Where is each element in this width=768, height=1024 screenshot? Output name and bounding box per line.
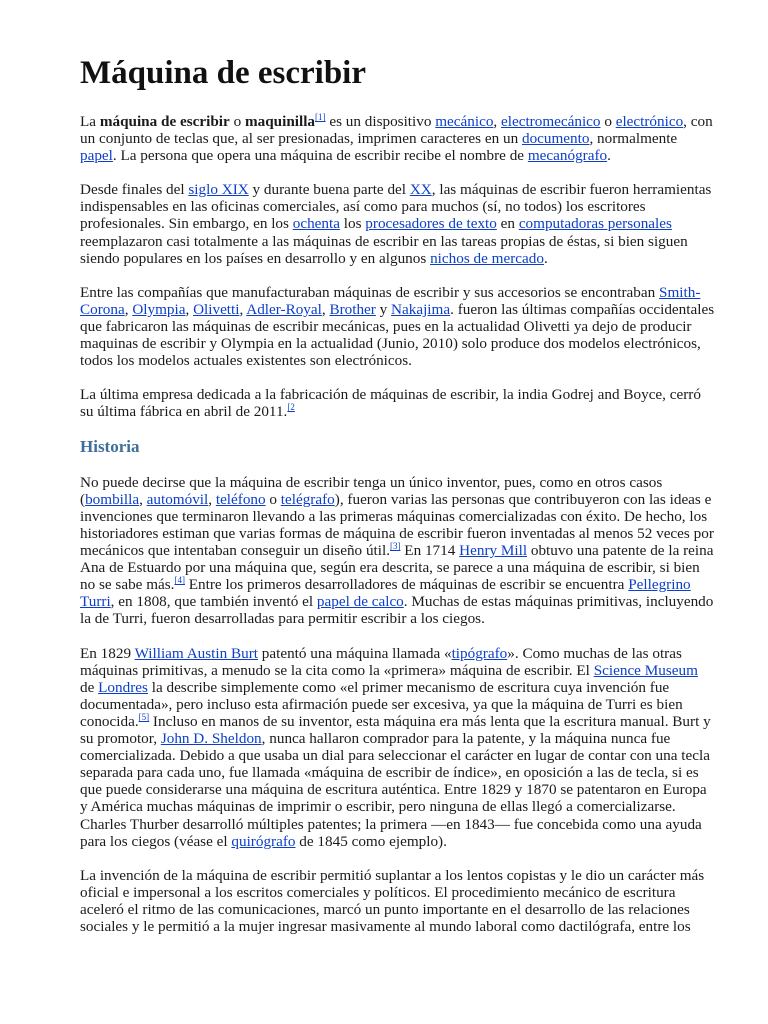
link-londres[interactable]: Londres xyxy=(98,678,148,696)
paragraph-invencion: La invención de la máquina de escribir permitió suplantar a los lentos copistas y le dio un carácter más oficial e impersonal a los escritos comerciales y políticos. El procedimiento mecánico de escritura aceleró el ritmo de las comunicaciones, marcó un punto importante en el desarrollo de las relaciones sociales y le permitió a la mujer ingresar masivamente al mundo laboral como dactilógrafa, entre los xyxy=(80,866,705,935)
link-electromecanico[interactable]: electromecánico xyxy=(501,112,601,130)
link-adler-royal[interactable]: Adler-Royal xyxy=(246,300,322,318)
section-heading-historia: Historia xyxy=(80,437,140,457)
link-pellegrino-turri[interactable]: Pellegrino Turri xyxy=(80,576,691,611)
link-computadoras-personales[interactable]: computadoras personales xyxy=(518,215,672,233)
link-olympia[interactable]: Olympia xyxy=(132,300,186,318)
intro-paragraph: La máquina de escribir o maquinilla[1] es un dispositivo mecánico, electromecánico o electrónico, con un conjunto de teclas que, al ser presionadas, imprimen caracteres en un documento, normalmente papel. La persona que opera una máquina de escribir recibe el nombre de mecanógrafo. xyxy=(80,111,713,165)
link-john-d-sheldon[interactable]: John D. Sheldon xyxy=(160,730,262,748)
link-henry-mill[interactable]: Henry Mill xyxy=(459,542,528,560)
link-william-austin-burt[interactable]: William Austin Burt xyxy=(134,644,258,662)
link-science-museum[interactable]: Science Museum xyxy=(593,661,698,679)
link-olivetti[interactable]: Olivetti xyxy=(193,300,240,318)
link-mecanico[interactable]: mecánico xyxy=(435,112,494,130)
paragraph-1829: En 1829 William Austin Burt patentó una máquina llamada «tipógrafo». Como muchas de las otras máquinas primitivas, a menudo se la cita como la «primera» máquina de escribir. El Science Museum de Londres la describe simplemente como «el primer mecanismo de escritura cuya invención fue documentada», pero incluso esta afirmación puede ser excesiva, ya que la máquina de Turri es bien conocida.[5] Incluso en manos de su inventor, esta máquina era más lenta que la escritura manual. Burt y su promotor, John D. Sheldon, nunca hallaron comprador para la patente, y la máquina nunca fue comercializada. Debido a que usaba un dial para seleccionar el carácter en lugar de contar con una tecla separada para cada uno, fue llamada «máquina de escribir de índice», en oposición a las de tecla, si es que puede considerarse una máquina de escritura auténtica. Entre 1829 y 1870 se patentaron en Europa y América muchas máquinas de imprimir o escribir, pero ninguna de ellas llegó a comercializarse. Charles Thurber desarrolló múltiples patentes; la primera —en 1843— fue concebida como una ayuda para los ciegos (véase el quirógrafo de 1845 como ejemplo). xyxy=(80,644,711,850)
paragraph-inventor: No puede decirse que la máquina de escribir tenga un único inventor, pues, como en otros casos (bombilla, automóvil, teléfono o telégrafo), fueron varias las personas que contribuyeron con las ideas e invenciones que terminaron llevando a las primeras máquinas comercializadas con éxito. De hecho, los historiadores estiman que varias formas de máquina de escribir fueron inventadas al menos 52 veces por mecánicos que intentaban conseguir un diseño útil.[3] En 1714 Henry Mill obtuvo una patente de la reina Ana de Estuardo por una máquina que, según era descrita, se parece a una máquina de escribir, si bien no se sabe más.[4] Entre los primeros desarrolladores de máquinas de escribir se encuentra Pellegrino Turri, en 1808, que también inventó el papel de calco. Muchas de estas máquinas primitivas, incluyendo la de Turri, fueron desarrolladas para permitir escribir a los ciegos. xyxy=(80,473,714,628)
link-nakajima[interactable]: Nakajima xyxy=(391,300,451,318)
link-papel[interactable]: papel xyxy=(80,147,113,165)
link-electronico[interactable]: electrónico xyxy=(615,112,684,130)
term-maquinilla: maquinilla xyxy=(244,112,316,130)
paragraph-ultima-empresa: La última empresa dedicada a la fabricación de máquinas de escribir, la india Godrej and Boyce, cerró su última fábrica en abril de 2011.$^{[2}$ xyxy=(80,386,701,421)
reference-3[interactable]: [3] xyxy=(390,541,401,552)
page-title: Máquina de escribir xyxy=(80,55,366,91)
link-telefono[interactable]: teléfono xyxy=(215,490,266,508)
link-documento[interactable]: documento xyxy=(521,130,590,148)
paragraph-companias: Entre las compañías que manufacturaban máquinas de escribir y sus accesorios se encontraban Smith-Corona, Olympia, Olivetti, Adler-Royal, Brother y Nakajima. fueron las últimas compañías occidentales que fabricaron las máquinas de escribir mecánicas, pues en la actualidad Olivetti ya dejo de producir maquinas de escribir y Olympia en la actualidad (Junio, 2010) solo produce dos modelos electrónicos, todos los modelos actuales existentes son electrónicos. xyxy=(80,283,715,370)
link-smith-corona[interactable]: Smith-Corona xyxy=(80,283,701,318)
link-quirografo[interactable]: quirógrafo xyxy=(231,832,296,850)
link-xx[interactable]: XX xyxy=(409,181,432,199)
link-ochenta[interactable]: ochenta xyxy=(292,215,340,233)
reference-5[interactable]: [5] xyxy=(138,711,150,722)
link-siglo-xix[interactable]: siglo XIX xyxy=(188,181,249,199)
paragraph-siglo-xix: Desde finales del siglo XIX y durante buena parte del XX, las máquinas de escribir fueron herramientas indispensables en las oficinas comerciales, así como para muchos (sí, no todos) los escritores profesionales. Sin embargo, en los ochenta los procesadores de texto en computadoras personales reemplazaron casi totalmente a las máquinas de escribir en las tareas propias de éstas, si bien siguen siendo populares en los países en desarrollo y en algunos nichos de mercado. xyxy=(80,181,712,267)
link-automovil[interactable]: automóvil xyxy=(146,490,209,508)
link-brother[interactable]: Brother xyxy=(329,300,376,318)
link-procesadores-de-texto[interactable]: procesadores de texto xyxy=(365,215,497,233)
reference-2[interactable]: [2 xyxy=(287,402,295,413)
link-mecanografo[interactable]: mecanógrafo xyxy=(527,147,608,165)
term-maquina-de-escribir: máquina de escribir xyxy=(99,112,230,130)
link-papel-de-calco[interactable]: papel de calco xyxy=(316,593,404,611)
reference-4[interactable]: [4] xyxy=(174,575,185,586)
link-nichos-de-mercado[interactable]: nichos de mercado xyxy=(430,249,544,267)
reference-1[interactable]: [1] xyxy=(315,111,326,122)
link-bombilla[interactable]: bombilla xyxy=(85,490,140,508)
link-telegrafo[interactable]: telégrafo xyxy=(280,490,335,508)
link-tipografo[interactable]: tipógrafo xyxy=(451,644,508,662)
